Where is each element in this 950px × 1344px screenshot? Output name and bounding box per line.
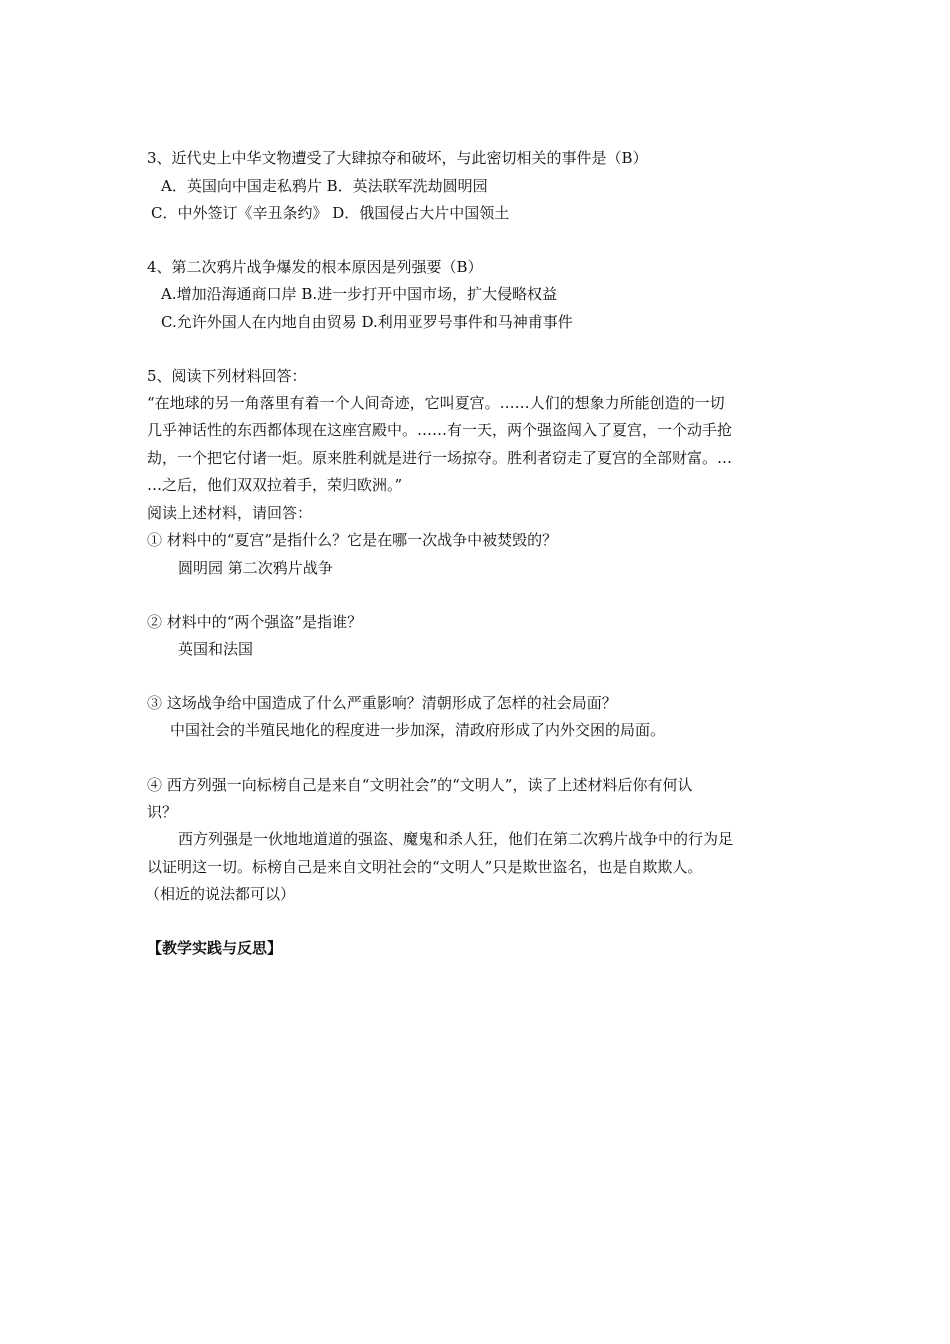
q5-material-line1: “在地球的另一角落里有着一个人间奇迹，它叫夏宫。……人们的想象力所能创造的一切 [147, 394, 725, 412]
q5-sub2-question: ② 材料中的“两个强盗”是指谁？ [147, 613, 363, 631]
q3-options-line1: A．英国向中国走私鸦片 B．英法联军洗劫圆明园 [161, 177, 488, 195]
q5-sub1-answer: 圆明园 第二次鸦片战争 [178, 559, 333, 577]
section-heading-teaching-reflection: 【教学实践与反思】 [147, 939, 283, 957]
q5-sub4-answer-line3: （相近的说法都可以） [145, 885, 296, 903]
q5-sub4-question-line1: ④ 西方列强一向标榜自己是来自“文明社会”的“文明人”，读了上述材料后你有何认 [147, 776, 693, 794]
q5-sub1-question: ① 材料中的“夏宫”是指什么？它是在哪一次战争中被焚毁的？ [147, 531, 558, 549]
q5-sub4-answer-line1: 西方列强是一伙地地道道的强盗、魔鬼和杀人狂，他们在第二次鸦片战争中的行为足 [178, 830, 734, 848]
q5-material-line2: 几乎神话性的东西都体现在这座宫殿中。……有一天，两个强盗闯入了夏宫，一个动手抢 [147, 421, 733, 439]
q5-material-line3: 劫，一个把它付诸一炬。原来胜利就是进行一场掠夺。胜利者窃走了夏宫的全部财富。… [147, 449, 733, 467]
q4-options-line1: A.增加沿海通商口岸 B.进一步打开中国市场，扩大侵略权益 [161, 285, 558, 303]
q3-stem: 3、近代史上中华文物遭受了大肆掠夺和破坏，与此密切相关的事件是（B） [147, 149, 648, 167]
q3-options-line2: C．中外签订《辛丑条约》 D．俄国侵占大片中国领土 [151, 204, 510, 222]
q5-sub3-question: ③ 这场战争给中国造成了什么严重影响？清朝形成了怎样的社会局面？ [147, 694, 617, 712]
q5-material-line4: …之后，他们双双拉着手，荣归欧洲。” [147, 476, 403, 494]
q4-stem: 4、第二次鸦片战争爆发的根本原因是列强要（B） [147, 258, 483, 276]
q5-sub4-question-line2: 识？ [147, 803, 178, 821]
q5-sub4-answer-line2: 以证明这一切。标榜自己是来自文明社会的“文明人”只是欺世盗名，也是自欺欺人。 [147, 858, 703, 876]
q5-stem: 5、阅读下列材料回答： [147, 367, 307, 385]
q5-sub2-answer: 英国和法国 [178, 640, 254, 658]
q5-sub3-answer: 中国社会的半殖民地化的程度进一步加深，清政府形成了内外交困的局面。 [170, 721, 666, 739]
q5-prompt: 阅读上述材料，请回答： [147, 504, 313, 522]
q4-options-line2: C.允许外国人在内地自由贸易 D.利用亚罗号事件和马神甫事件 [161, 313, 573, 331]
